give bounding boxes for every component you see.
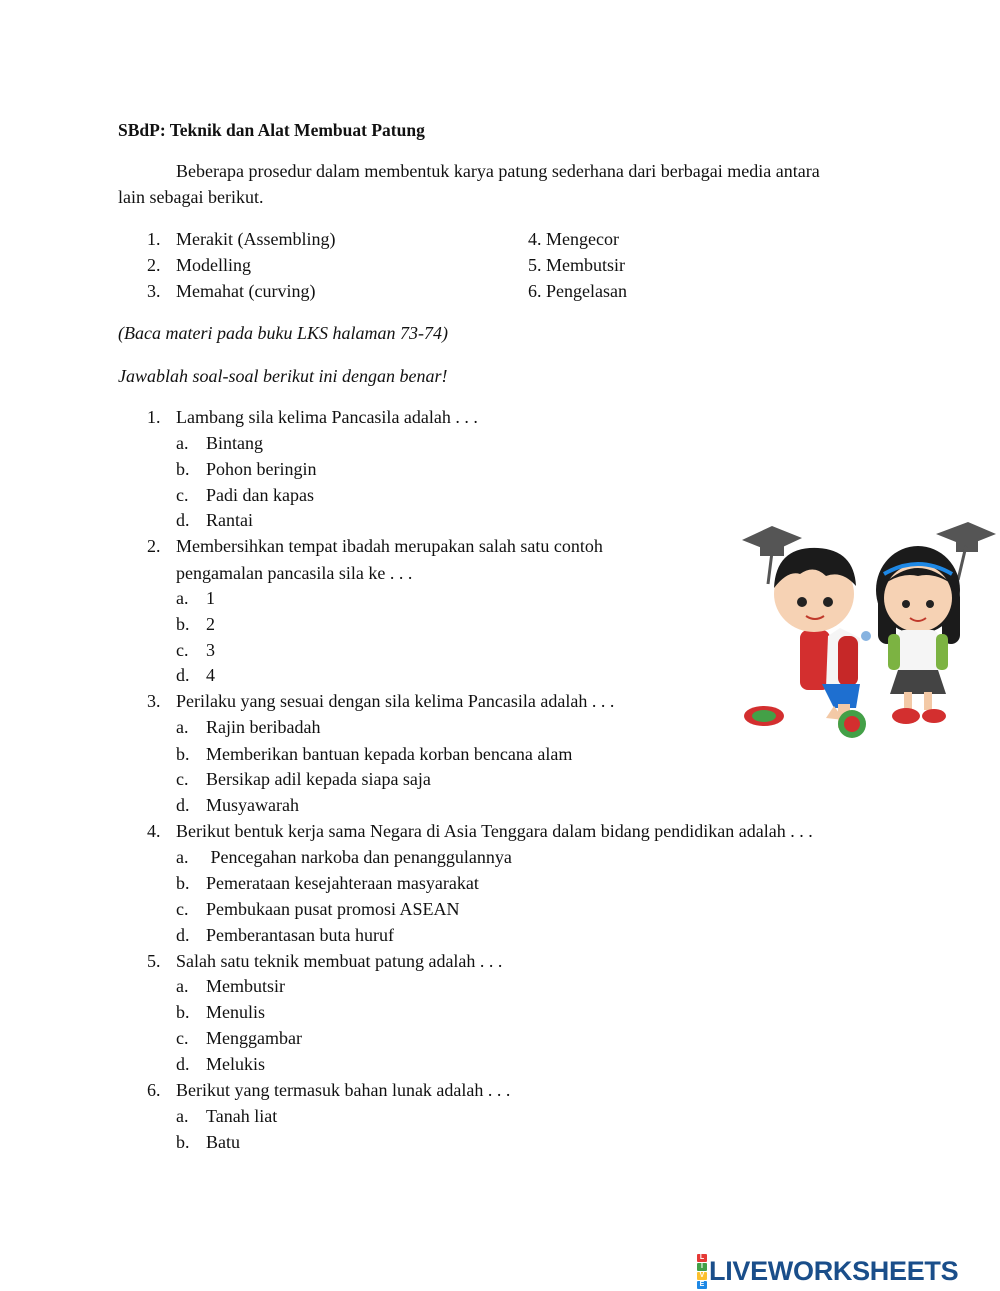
option-letter[interactable]: d. (176, 795, 190, 815)
option-letter[interactable]: b. (176, 1002, 190, 1022)
option-text[interactable]: Melukis (206, 1054, 266, 1074)
option-letter[interactable]: c. (176, 1028, 189, 1048)
option-letter[interactable]: a. (176, 1106, 189, 1126)
procedure-num: 3. (147, 281, 161, 301)
option-text[interactable]: Pencegahan narkoba dan penanggulannya (206, 847, 512, 867)
question-text: Lambang sila kelima Pancasila adalah . . . (176, 407, 478, 427)
option-letter[interactable]: a. (176, 717, 189, 737)
boy-figure (744, 548, 871, 738)
question-text: pengamalan pancasila sila ke . . . (176, 563, 413, 583)
question-text: Berikut bentuk kerja sama Negara di Asia Tenggara dalam bidang pendidikan adalah . . . (176, 821, 813, 841)
option-text[interactable]: Pemerataan kesejahteraan masyarakat (206, 873, 479, 893)
option-text[interactable]: Rajin beribadah (206, 717, 321, 737)
option-text[interactable]: Memberikan bantuan kepada korban bencana alam (206, 744, 573, 764)
option-letter[interactable]: b. (176, 614, 190, 634)
intro-line-1: Beberapa prosedur dalam membentuk karya patung sederhana dari berbagai media antara (176, 161, 820, 181)
option-letter[interactable]: a. (176, 588, 189, 608)
option-letter[interactable]: c. (176, 899, 189, 919)
logo-text: LIVEWORKSHEETS (709, 1256, 959, 1286)
option-letter[interactable]: b. (176, 873, 190, 893)
option-text[interactable]: Bintang (206, 433, 263, 453)
option-letter[interactable]: a. (176, 847, 189, 867)
students-illustration (738, 518, 1000, 750)
live-badge-icon: L I V E (697, 1254, 707, 1289)
option-letter[interactable]: d. (176, 665, 190, 685)
procedure-num: 2. (147, 255, 161, 275)
procedure-item: Memahat (curving) (176, 281, 316, 301)
option-letter[interactable]: a. (176, 433, 189, 453)
option-letter[interactable]: c. (176, 485, 189, 505)
option-text[interactable]: Menggambar (206, 1028, 302, 1048)
option-text[interactable]: 1 (206, 588, 215, 608)
procedure-item: 6. Pengelasan (528, 281, 627, 301)
option-text[interactable]: Tanah liat (206, 1106, 278, 1126)
option-text[interactable]: Rantai (206, 510, 253, 530)
option-text[interactable]: Bersikap adil kepada siapa saja (206, 769, 431, 789)
question-number: 6. (147, 1080, 161, 1100)
question-text: Membersihkan tempat ibadah merupakan salah satu contoh (176, 536, 603, 556)
option-text[interactable]: Pemberantasan buta huruf (206, 925, 394, 945)
procedure-num: 1. (147, 229, 161, 249)
option-text[interactable]: Membutsir (206, 976, 285, 996)
question-number: 4. (147, 821, 161, 841)
option-letter[interactable]: b. (176, 459, 190, 479)
intro-line-2: lain sebagai berikut. (118, 187, 264, 207)
procedure-item: 5. Membutsir (528, 255, 625, 275)
option-text[interactable]: 3 (206, 640, 215, 660)
option-text[interactable]: 2 (206, 614, 215, 634)
option-letter[interactable]: c. (176, 769, 189, 789)
question-text: Salah satu teknik membuat patung adalah . . . (176, 951, 503, 971)
option-letter[interactable]: d. (176, 510, 190, 530)
question-number: 5. (147, 951, 161, 971)
worksheet-title: SBdP: Teknik dan Alat Membuat Patung (118, 120, 425, 140)
option-text[interactable]: Pembukaan pusat promosi ASEAN (206, 899, 460, 919)
question-number: 3. (147, 691, 161, 711)
girl-figure (876, 546, 960, 724)
option-text[interactable]: Menulis (206, 1002, 266, 1022)
question-number: 1. (147, 407, 161, 427)
liveworksheets-logo (697, 1255, 958, 1287)
question-number: 2. (147, 536, 161, 556)
option-text[interactable]: Pohon beringin (206, 459, 317, 479)
option-letter[interactable]: d. (176, 925, 190, 945)
option-letter[interactable]: b. (176, 1132, 190, 1152)
procedure-item: Merakit (Assembling) (176, 229, 336, 249)
instruction: Jawablah soal-soal berikut ini dengan benar! (118, 366, 448, 386)
question-text: Perilaku yang sesuai dengan sila kelima Pancasila adalah . . . (176, 691, 615, 711)
option-letter[interactable]: a. (176, 976, 189, 996)
procedure-item: Modelling (176, 255, 251, 275)
option-letter[interactable]: c. (176, 640, 189, 660)
option-letter[interactable]: b. (176, 744, 190, 764)
reading-note: (Baca materi pada buku LKS halaman 73-74) (118, 323, 448, 343)
option-text[interactable]: Musyawarah (206, 795, 299, 815)
option-text[interactable]: 4 (206, 665, 215, 685)
option-text[interactable]: Batu (206, 1132, 240, 1152)
option-letter[interactable]: d. (176, 1054, 190, 1074)
procedure-item: 4. Mengecor (528, 229, 619, 249)
question-text: Berikut yang termasuk bahan lunak adalah . . . (176, 1080, 511, 1100)
option-text[interactable]: Padi dan kapas (206, 485, 314, 505)
